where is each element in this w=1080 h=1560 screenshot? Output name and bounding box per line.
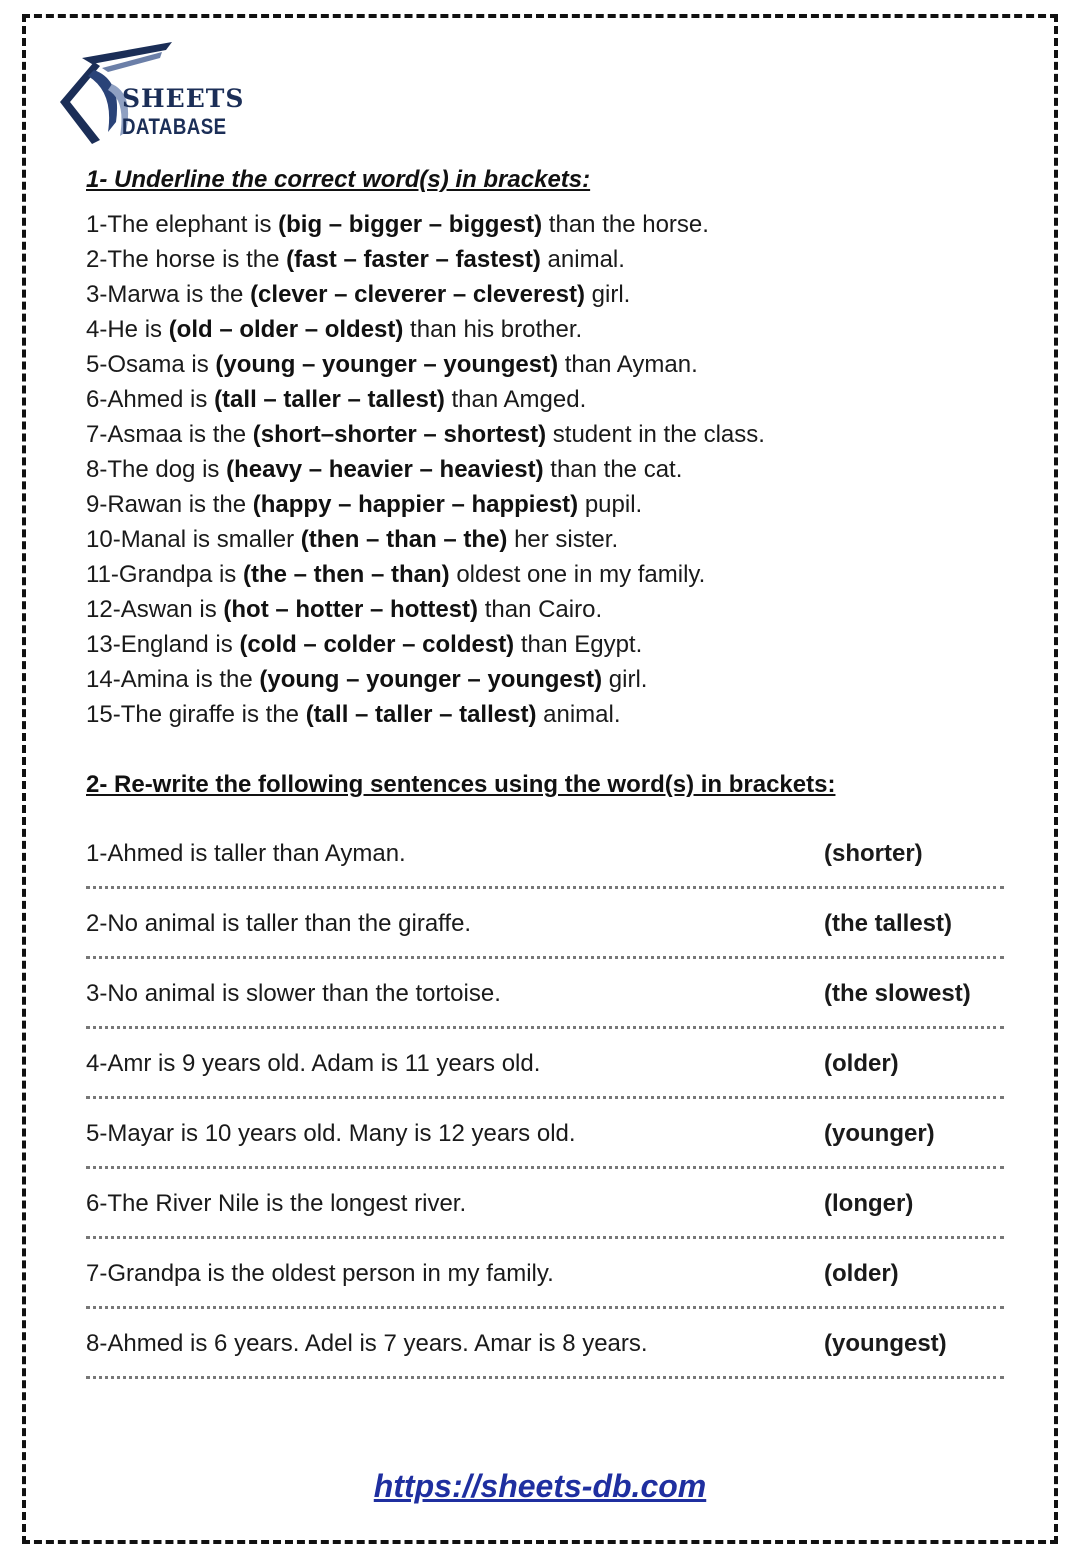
sentence-start: 15-The giraffe is the [86, 701, 306, 728]
exercise-1-item [86, 522, 765, 557]
answer-line[interactable] [86, 886, 1004, 889]
exercise-2-item [86, 968, 1006, 1038]
bracket-hint: (older) [824, 1050, 899, 1077]
sheets-database-logo [52, 40, 262, 150]
sentence-start: 8-The dog is [86, 456, 227, 483]
exercise-1-item [86, 382, 765, 417]
word-choices[interactable]: (tall – taller – tallest) [214, 386, 445, 413]
sentence-end: student in the class. [546, 421, 765, 448]
logo-text-sheets: SHEETS [122, 84, 245, 113]
exercise-1-item [86, 557, 765, 592]
word-choices[interactable]: (tall – taller – tallest) [305, 701, 537, 728]
word-choices[interactable]: (short–shorter – shortest) [252, 421, 547, 448]
sentence-end: than the horse. [542, 211, 709, 238]
logo-text-database: DATABASE [122, 114, 227, 139]
exercise-2-item [86, 898, 1006, 968]
exercise-1-item [86, 697, 765, 732]
word-choices[interactable]: (then – than – the) [300, 526, 508, 553]
original-sentence: 2-No animal is taller than the giraffe. [86, 910, 472, 937]
word-choices[interactable]: (happy – happier – happiest) [252, 491, 579, 518]
bracket-hint: (younger) [824, 1120, 935, 1147]
original-sentence: 6-The River Nile is the longest river. [86, 1190, 467, 1217]
sentence-end: animal. [540, 246, 625, 273]
exercise-1-item [86, 312, 765, 347]
section-2-list [86, 828, 1006, 1388]
section-1-list [86, 207, 765, 732]
answer-line[interactable] [86, 1166, 1004, 1169]
word-choices[interactable]: (young – younger – youngest) [259, 666, 603, 693]
sentence-start: 10-Manal is smaller [86, 526, 301, 553]
sentence-start: 13-England is [86, 631, 240, 658]
exercise-2-item [86, 1178, 1006, 1248]
section-2-title: 2- Re-write the following sentences using the word(s) in brackets: [86, 771, 836, 798]
exercise-1-item [86, 242, 765, 277]
word-choices[interactable]: (clever – cleverer – cleverest) [250, 281, 585, 308]
sentence-start: 1-The elephant is [86, 211, 279, 238]
exercise-1-item [86, 592, 765, 627]
exercise-1-item [86, 662, 765, 697]
sentence-end: than Cairo. [478, 596, 603, 623]
sentence-start: 3-Marwa is the [86, 281, 251, 308]
word-choices[interactable]: (old – older – oldest) [168, 316, 404, 343]
word-choices[interactable]: (the – then – than) [242, 561, 450, 588]
exercise-1-item [86, 207, 765, 242]
original-sentence: 3-No animal is slower than the tortoise. [86, 980, 501, 1007]
word-choices[interactable]: (young – younger – youngest) [215, 351, 559, 378]
exercise-2-item [86, 828, 1006, 898]
sentence-end: girl. [602, 666, 648, 693]
bracket-hint: (longer) [824, 1190, 914, 1217]
sentence-end: her sister. [507, 526, 619, 553]
sentence-start: 6-Ahmed is [86, 386, 215, 413]
exercise-1-item [86, 277, 765, 312]
bracket-hint: (youngest) [824, 1330, 947, 1357]
section-1-title: 1- Underline the correct word(s) in brackets: [86, 166, 591, 193]
exercise-2-item [86, 1248, 1006, 1318]
answer-line[interactable] [86, 1026, 1004, 1029]
bracket-hint: (shorter) [824, 840, 923, 867]
original-sentence: 8-Ahmed is 6 years. Adel is 7 years. Amar is 8 years. [86, 1330, 648, 1357]
sentence-start: 7-Asmaa is the [86, 421, 253, 448]
sentence-start: 2-The horse is the [86, 246, 287, 273]
word-choices[interactable]: (big – bigger – biggest) [278, 211, 543, 238]
original-sentence: 5-Mayar is 10 years old. Many is 12 years old. [86, 1120, 576, 1147]
bracket-hint: (the tallest) [824, 910, 953, 937]
word-choices[interactable]: (hot – hotter – hottest) [223, 596, 479, 623]
exercise-2-item [86, 1108, 1006, 1178]
word-choices[interactable]: (fast – faster – fastest) [286, 246, 541, 273]
sentence-end: pupil. [578, 491, 643, 518]
original-sentence: 4-Amr is 9 years old. Adam is 11 years old. [86, 1050, 541, 1077]
exercise-1-item [86, 347, 765, 382]
answer-line[interactable] [86, 1236, 1004, 1239]
exercise-2-item [86, 1318, 1006, 1388]
sentence-start: 11-Grandpa is [86, 561, 243, 588]
sentence-end: girl. [584, 281, 631, 308]
exercise-1-item [86, 417, 765, 452]
sentence-start: 9-Rawan is the [86, 491, 253, 518]
bracket-hint: (the slowest) [824, 980, 971, 1007]
sentence-end: than Egypt. [514, 631, 643, 658]
exercise-1-item [86, 487, 765, 522]
sentence-end: than his brother. [403, 316, 583, 343]
exercise-2-item [86, 1038, 1006, 1108]
exercise-1-item [86, 627, 765, 662]
sentence-end: than Amged. [444, 386, 587, 413]
word-choices[interactable]: (heavy – heavier – heaviest) [226, 456, 544, 483]
exercise-1-item [86, 452, 765, 487]
sentence-start: 14-Amina is the [86, 666, 260, 693]
sentence-end: animal. [536, 701, 621, 728]
website-link[interactable]: https://sheets-db.com [373, 1468, 707, 1504]
original-sentence: 1-Ahmed is taller than Ayman. [86, 840, 406, 867]
original-sentence: 7-Grandpa is the oldest person in my family. [86, 1260, 554, 1287]
answer-line[interactable] [86, 1096, 1004, 1099]
bracket-hint: (older) [824, 1260, 899, 1287]
sentence-start: 4-He is [86, 316, 169, 343]
answer-line[interactable] [86, 1306, 1004, 1309]
sentence-start: 5-Osama is [86, 351, 216, 378]
answer-line[interactable] [86, 1376, 1004, 1379]
sentence-start: 12-Aswan is [86, 596, 224, 623]
sentence-end: than Ayman. [558, 351, 698, 378]
word-choices[interactable]: (cold – colder – coldest) [239, 631, 515, 658]
answer-line[interactable] [86, 956, 1004, 959]
sentence-end: than the cat. [543, 456, 683, 483]
sentence-end: oldest one in my family. [449, 561, 706, 588]
